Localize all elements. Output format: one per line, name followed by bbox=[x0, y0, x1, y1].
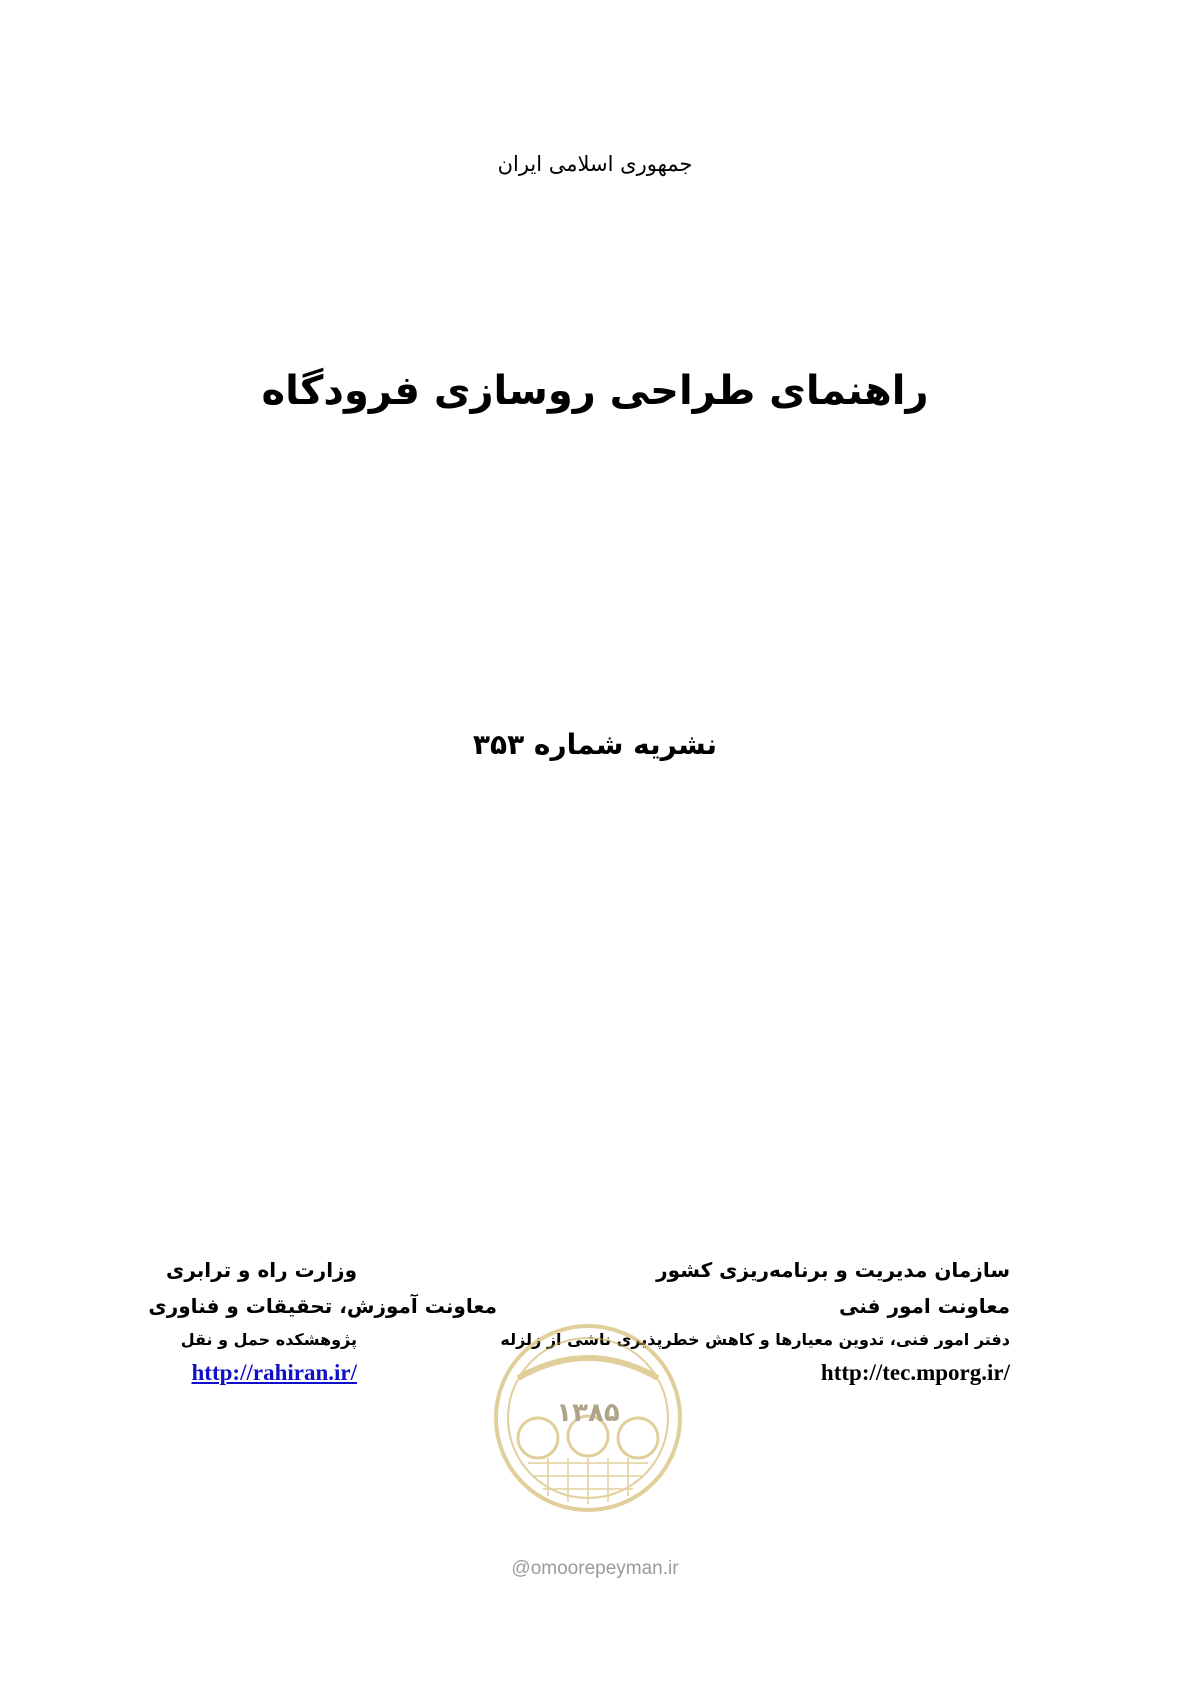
ministry-url[interactable]: http://rahiran.ir/ bbox=[191, 1360, 357, 1385]
country-name: جمهوری اسلامی ایران bbox=[497, 152, 693, 176]
watermark-text: @omoorepeyman.ir bbox=[511, 1558, 679, 1579]
organization-url[interactable]: http://tec.mporg.ir/ bbox=[820, 1360, 1010, 1385]
organization-name: سازمان مدیریت و برنامه‌ریزی کشور bbox=[656, 1258, 1010, 1282]
organization-office: دفتر امور فنی، تدوین معیارها و کاهش خطرپذیری ناشی از زلزله bbox=[500, 1330, 1010, 1349]
document-title: راهنمای طراحی روسازی فرودگاه bbox=[261, 368, 929, 414]
ministry-block bbox=[0, 1252, 497, 1390]
ministry-deputy: معاونت آموزش، تحقیقات و فناوری bbox=[148, 1294, 497, 1318]
organization-deputy: معاونت امور فنی bbox=[838, 1294, 1010, 1318]
ministry-institute: پژوهشکده حمل و نقل bbox=[180, 1330, 357, 1349]
ministry-name: وزارت راه و ترابری bbox=[166, 1258, 357, 1282]
publication-number: نشریه شماره ۳۵۳ bbox=[472, 728, 718, 761]
seal-stamp bbox=[488, 1318, 688, 1518]
seal-year: ۱۳۸۵ bbox=[556, 1398, 620, 1428]
